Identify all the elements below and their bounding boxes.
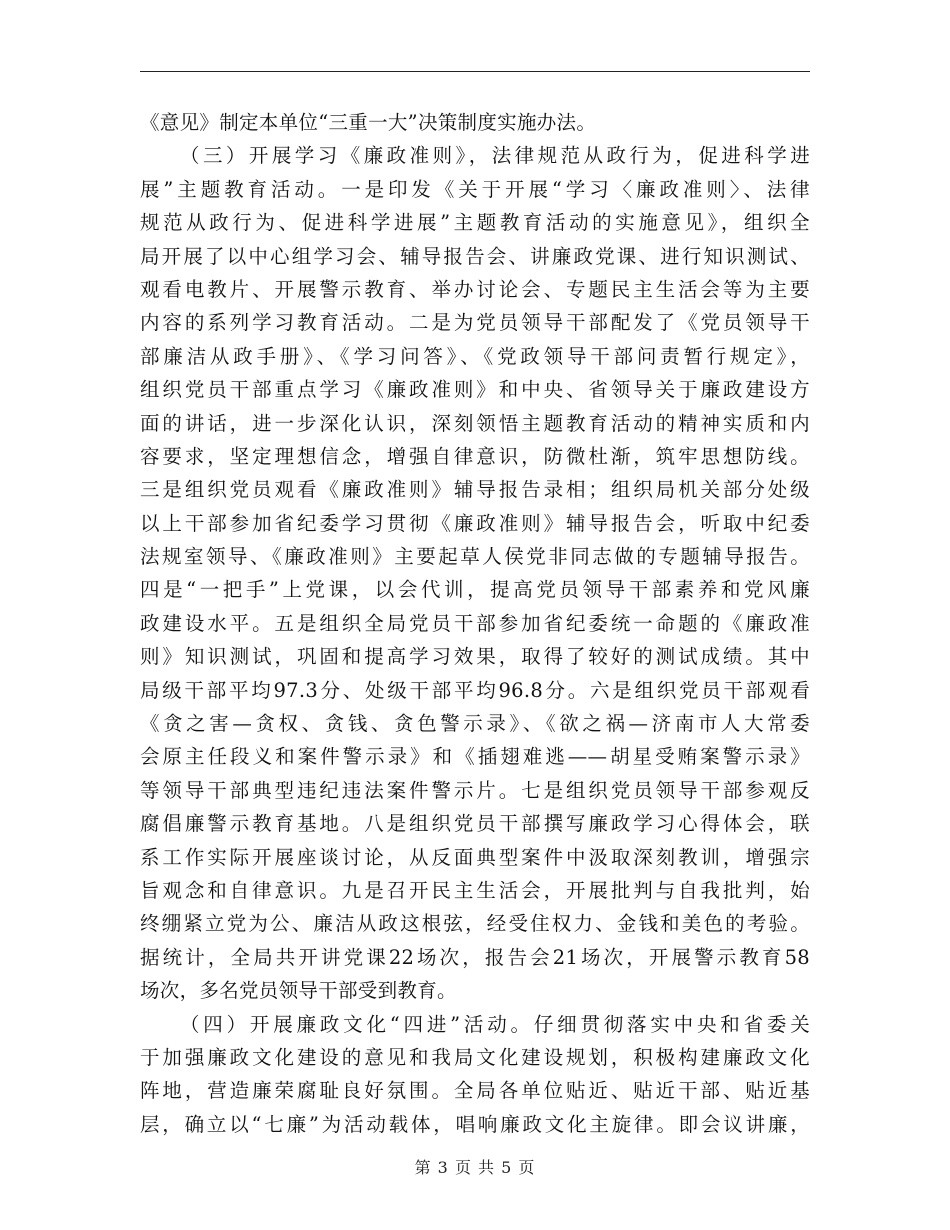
text-line: 局级干部平均97.3分、处级干部平均96.8分。六是组织党员干部观看 (140, 678, 810, 702)
text-line: 以上干部参加省纪委学习贯彻《廉政准则》辅导报告会，听取中纪委 (140, 511, 810, 535)
text-line: 场次，多名党员领导干部受到教育。 (140, 979, 457, 1003)
page-number-footer: 第 3 页 共 5 页 (414, 1158, 536, 1177)
text-line: 阵地，营造廉荣腐耻良好氛围。全局各单位贴近、贴近干部、贴近基 (140, 1079, 810, 1103)
text-line: 部廉洁从政手册》、《学习问答》、《党政领导干部问责暂行规定》， (140, 344, 810, 368)
text-line: 组织党员干部重点学习《廉政准则》和中央、省领导关于廉政建设方 (140, 378, 810, 402)
text-line: 容要求，坚定理想信念，增强自律意识，防微杜渐，筑牢思想防线。 (140, 444, 810, 468)
text-line: 于加强廉政文化建设的意见和我局文化建设规划，积极构建廉政文化 (140, 1045, 810, 1069)
text-line: 等领导干部典型违纪违法案件警示片。七是组织党员领导干部参观反 (140, 778, 810, 802)
text-line: 则》知识测试，巩固和提高学习效果，取得了较好的测试成绩。其中 (140, 645, 810, 669)
paragraph-start-line: （三）开展学习《廉政准则》，法律规范从政行为，促进科学进 (180, 144, 810, 168)
text-line: 《贪之害—贪权、贪钱、贪色警示录》、《欲之祸—济南市人大常委 (140, 712, 810, 736)
text-line: 四是“一把手”上党课，以会代训，提高党员领导干部素养和党风廉 (140, 578, 810, 602)
text-line: 会原主任段义和案件警示录》和《插翅难逃——胡星受贿案警示录》 (140, 745, 810, 769)
text-line: 规范从政行为、促进科学进展”主题教育活动的实施意见》，组织全 (140, 211, 810, 235)
text-line: 三是组织党员观看《廉政准则》辅导报告录相；组织局机关部分处级 (140, 478, 810, 502)
text-line: 旨观念和自律意识。九是召开民主生活会，开展批判与自我批判，始 (140, 878, 810, 902)
text-line: 面的讲话，进一步深化认识，深刻领悟主题教育活动的精神实质和内 (140, 411, 810, 435)
text-line: 层，确立以“七廉”为活动载体，唱响廉政文化主旋律。即会议讲廉， (140, 1112, 810, 1136)
paragraph-start-line: （四）开展廉政文化“四进”活动。仔细贯彻落实中央和省委关 (180, 1012, 810, 1036)
text-line: 局开展了以中心组学习会、辅导报告会、讲廉政党课、进行知识测试、 (140, 244, 810, 268)
header-rule (140, 71, 810, 72)
text-line: 据统计，全局共开讲党课22场次，报告会21场次，开展警示教育58 (140, 945, 810, 969)
text-line: 系工作实际开展座谈讨论，从反面典型案件中汲取深刻教训，增强宗 (140, 845, 810, 869)
text-line: 展”主题教育活动。一是印发《关于开展“学习〈廉政准则〉、法律 (140, 177, 810, 201)
text-line: 政建设水平。五是组织全局党员干部参加省纪委统一命题的《廉政准 (140, 611, 810, 635)
text-line: 法规室领导、《廉政准则》主要起草人侯党非同志做的专题辅导报告。 (140, 545, 810, 569)
text-line: 观看电教片、开展警示教育、举办讨论会、专题民主生活会等为主要 (140, 277, 810, 301)
text-line: 终绷紧立党为公、廉洁从政这根弦，经受住权力、金钱和美色的考验。 (140, 912, 810, 936)
text-line: 腐倡廉警示教育基地。八是组织党员干部撰写廉政学习心得体会，联 (140, 812, 810, 836)
text-line: 内容的系列学习教育活动。二是为党员领导干部配发了《党员领导干 (140, 311, 810, 335)
body-text (140, 106, 810, 1141)
text-line: 《意见》制定本单位“三重一大”决策制度实施办法。 (140, 111, 597, 134)
